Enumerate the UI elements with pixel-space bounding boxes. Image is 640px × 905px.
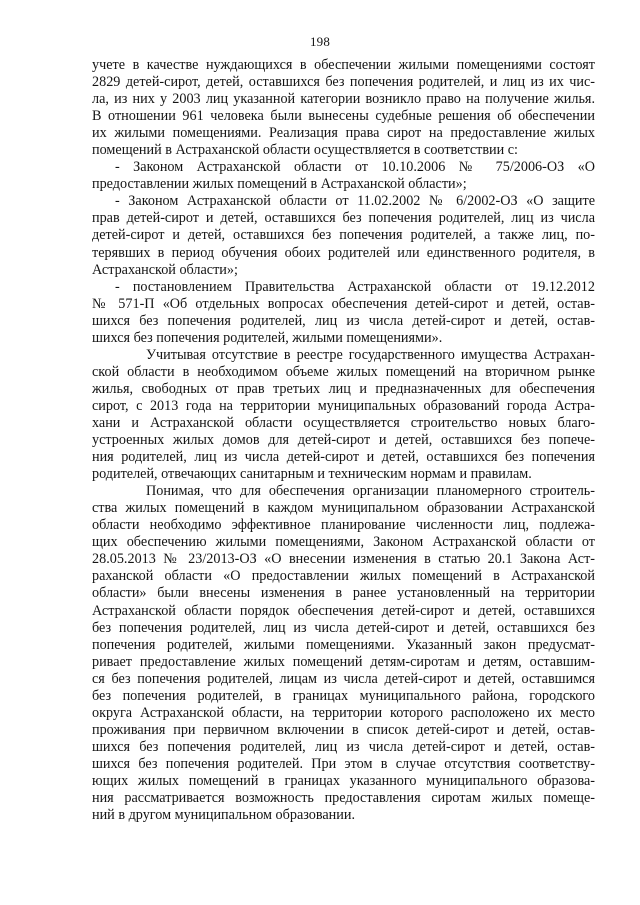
text-line: раханской области «О предоставлении жилых помещений в Астраханской xyxy=(92,568,595,585)
text-line: предоставлении жилых помещений в Астраханской области»; xyxy=(92,176,467,193)
text-line: - постановлением Правительства Астраханской области от 19.12.2012 xyxy=(115,278,595,295)
paragraph-new-construction xyxy=(92,347,595,483)
text-line: ний в другом муниципальном образовании. xyxy=(92,807,356,824)
list-item-law-6-2002 xyxy=(92,193,595,278)
text-line: попечения родителей, жилыми помещениями. Указанный закон предусмат- xyxy=(92,636,595,653)
text-line: округа Астраханской области, на территории которого расположено их место xyxy=(92,704,595,721)
text-line: без попечения родителей, лиц из числа детей-сирот и детей, оставшихся без xyxy=(92,619,595,636)
paragraph-housing-queue xyxy=(92,57,595,159)
text-line: шихся без попечения родителей. При этом в случае отсутствия соответству- xyxy=(92,755,595,772)
list-item-law-75-2006 xyxy=(92,159,595,193)
text-line: области необходимо эффективное планирование численности лиц, подлежа- xyxy=(92,517,595,534)
text-line: В отношении 961 человека были вынесены судебные решения об обеспечении xyxy=(92,108,595,125)
text-line: - Законом Астраханской области от 10.10.2006 № 75/2006-ОЗ «О xyxy=(115,159,595,176)
text-line: Учитывая отсутствие в реестре государственного имущества Астрахан- xyxy=(146,346,595,363)
text-line: шихся без попечения родителей, лиц из числа детей-сирот и детей, остав- xyxy=(92,738,595,755)
text-line: жилья, свободных от прав третьих лиц и предназначенных для обеспечения xyxy=(92,380,595,397)
text-line: их жилыми помещениями. Реализация права сирот на предоставление жилых xyxy=(92,125,595,142)
text-line: детей-сирот и детей, оставшихся без попечения родителей, а также лиц, по- xyxy=(92,227,595,244)
text-line: прав детей-сирот и детей, оставшихся без попечения родителей, лиц из числа xyxy=(92,210,595,227)
text-line: помещений в Астраханской области осуществляется в соответствии с: xyxy=(92,142,518,159)
text-line: области» были внесены изменения в ранее установленный на территории xyxy=(92,585,595,602)
text-line: Астраханской области порядок обеспечения детей-сирот и детей, оставшихся xyxy=(92,602,595,619)
text-line: ся без попечения родителей, лицам из числа детей-сирот и детей, оставшимся xyxy=(92,670,595,687)
text-line: Понимая, что для обеспечения организации планомерного строитель- xyxy=(146,483,595,500)
text-line: ства жилых помещений в каждом муниципальном образовании Астраханской xyxy=(92,500,595,517)
text-line: шихся без попечения родителей, жилыми помещениями». xyxy=(92,329,443,346)
text-line: ния родителей, лиц из числа детей-сирот и детей, оставшихся без попечения xyxy=(92,449,595,466)
document-body xyxy=(92,57,595,824)
text-line: ской области в необходимом объеме жилых помещений на вторичном рынке xyxy=(92,363,595,380)
page-number: 198 xyxy=(309,34,331,49)
text-line: терявших в период обучения обоих родителей или единственного родителя, в xyxy=(92,244,595,261)
text-line: ла, из них у 2003 лиц указанной категории возникло право на получение жилья. xyxy=(92,91,595,108)
text-line: без попечения родителей, в границах муниципального района, городского xyxy=(92,687,595,704)
text-line: ющих жилых помещений в границах указанного муниципального образова- xyxy=(92,772,595,789)
text-line: 28.05.2013 № 23/2013-ОЗ «О внесении изменения в статью 20.1 Закона Аст- xyxy=(92,551,595,568)
text-line: учете в качестве нуждающихся в обеспечении жилыми помещениями состоят xyxy=(92,57,595,73)
text-line: сирот, с 2013 года на территории муниципальных образований города Астра- xyxy=(92,397,595,414)
text-line: Астраханской области»; xyxy=(92,261,238,278)
text-line: ния рассматривается возможность предоставления сиротам жилых помеще- xyxy=(92,790,595,807)
text-line: - Законом Астраханской области от 11.02.2002 № 6/2002-ОЗ «О защите xyxy=(115,193,595,210)
text-line: 2829 детей-сирот, детей, оставшихся без попечения родителей, и лиц из их чис- xyxy=(92,74,595,91)
text-line: родителей, отвечающих санитарным и техническим нормам и правилам. xyxy=(92,466,532,483)
list-item-resolution-571-p xyxy=(92,279,595,347)
text-line: ривает предоставление жилых помещений детям-сиротам и детям, оставшим- xyxy=(92,653,595,670)
text-line: хани и Астраханской области осуществляется строительство новых благо- xyxy=(92,414,595,431)
text-line: устроенных жилых домов для детей-сирот и детей, оставшихся без попече- xyxy=(92,432,595,449)
paragraph-law-23-2013 xyxy=(92,483,595,824)
text-line: шихся без попечения родителей, лиц из числа детей-сирот и детей, остав- xyxy=(92,312,595,329)
text-line: щих обеспечению жилыми помещениями, Законом Астраханской области от xyxy=(92,534,595,551)
text-line: проживания при первичном включении в список детей-сирот и детей, остав- xyxy=(92,721,595,738)
text-line: № 571-П «Об отдельных вопросах обеспечения детей-сирот и детей, остав- xyxy=(92,295,595,312)
